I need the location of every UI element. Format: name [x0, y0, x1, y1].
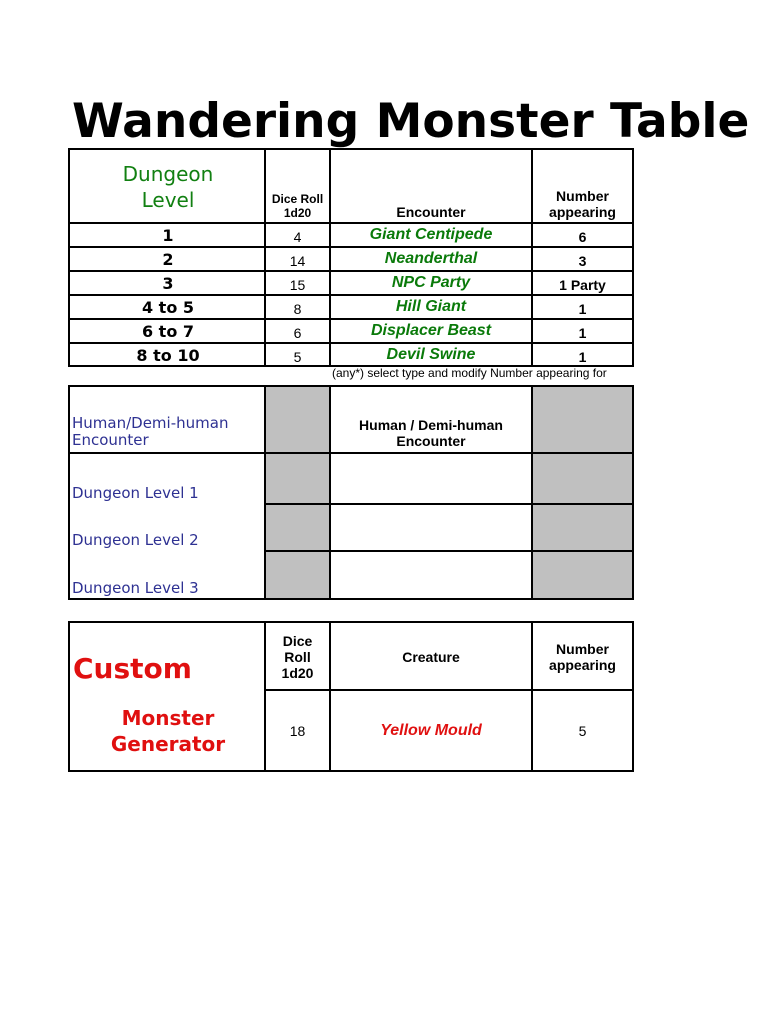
- row-dice-roll: 15: [289, 277, 306, 293]
- table-note: (any*) select type and modify Number appearing for: [332, 366, 607, 380]
- row-encounter: NPC Party: [391, 274, 471, 291]
- wandering-monster-table: [68, 148, 634, 367]
- row-level: 2: [162, 249, 174, 269]
- custom-subtitle: Monster Generator: [110, 706, 226, 756]
- row-number: 1: [578, 301, 587, 317]
- row-number: 6: [578, 229, 587, 245]
- row-number: 1: [578, 349, 587, 365]
- human-encounter-table: [68, 385, 634, 600]
- row-dice-roll: 5: [293, 349, 302, 365]
- number-appearing-header: Number appearing: [549, 188, 616, 220]
- encounter-header: Encounter: [396, 204, 466, 220]
- dungeon-level-row-label: Dungeon Level 2: [72, 531, 199, 549]
- row-number: 3: [578, 253, 587, 269]
- row-level: 6 to 7: [141, 321, 195, 341]
- row-encounter: Neanderthal: [384, 250, 478, 267]
- row-level: 8 to 10: [136, 345, 200, 365]
- page-title: Wandering Monster Table: [72, 94, 750, 149]
- dungeon-level-row-label: Dungeon Level 3: [72, 579, 199, 597]
- dungeon-level-header: Dungeon Level: [122, 162, 214, 212]
- custom-dice-roll-header: Dice Roll 1d20: [281, 633, 314, 681]
- row-number: 1 Party: [559, 277, 606, 293]
- row-dice-roll: 8: [293, 301, 302, 317]
- dice-roll-header: Dice Roll 1d20: [271, 192, 324, 220]
- row-encounter: Displacer Beast: [370, 322, 492, 339]
- row-encounter: Devil Swine: [386, 346, 476, 363]
- row-dice-roll: 4: [293, 229, 302, 245]
- gray-cell: [266, 387, 329, 598]
- custom-dice-value[interactable]: 18: [289, 722, 306, 739]
- creature-header: Creature: [402, 649, 460, 665]
- dungeon-level-row-label: Dungeon Level 1: [72, 484, 199, 502]
- gray-cell: [533, 387, 632, 598]
- human-encounter-column-header: Human / Demi-human Encounter: [359, 417, 503, 449]
- row-level: 1: [162, 225, 174, 245]
- row-level: 4 to 5: [141, 297, 195, 317]
- row-number: 1: [578, 325, 587, 341]
- custom-title: Custom: [73, 652, 192, 685]
- row-dice-roll: 6: [293, 325, 302, 341]
- row-encounter: Giant Centipede: [369, 226, 493, 243]
- row-level: 3: [162, 273, 174, 293]
- custom-number-value[interactable]: 5: [578, 722, 587, 739]
- custom-creature-value[interactable]: Yellow Mould: [380, 721, 482, 739]
- custom-monster-generator: [68, 621, 634, 772]
- row-encounter: Hill Giant: [395, 298, 467, 315]
- row-dice-roll: 14: [289, 253, 306, 269]
- custom-number-header: Number appearing: [549, 641, 616, 673]
- human-encounter-label: Human/Demi-human Encounter: [72, 414, 229, 449]
